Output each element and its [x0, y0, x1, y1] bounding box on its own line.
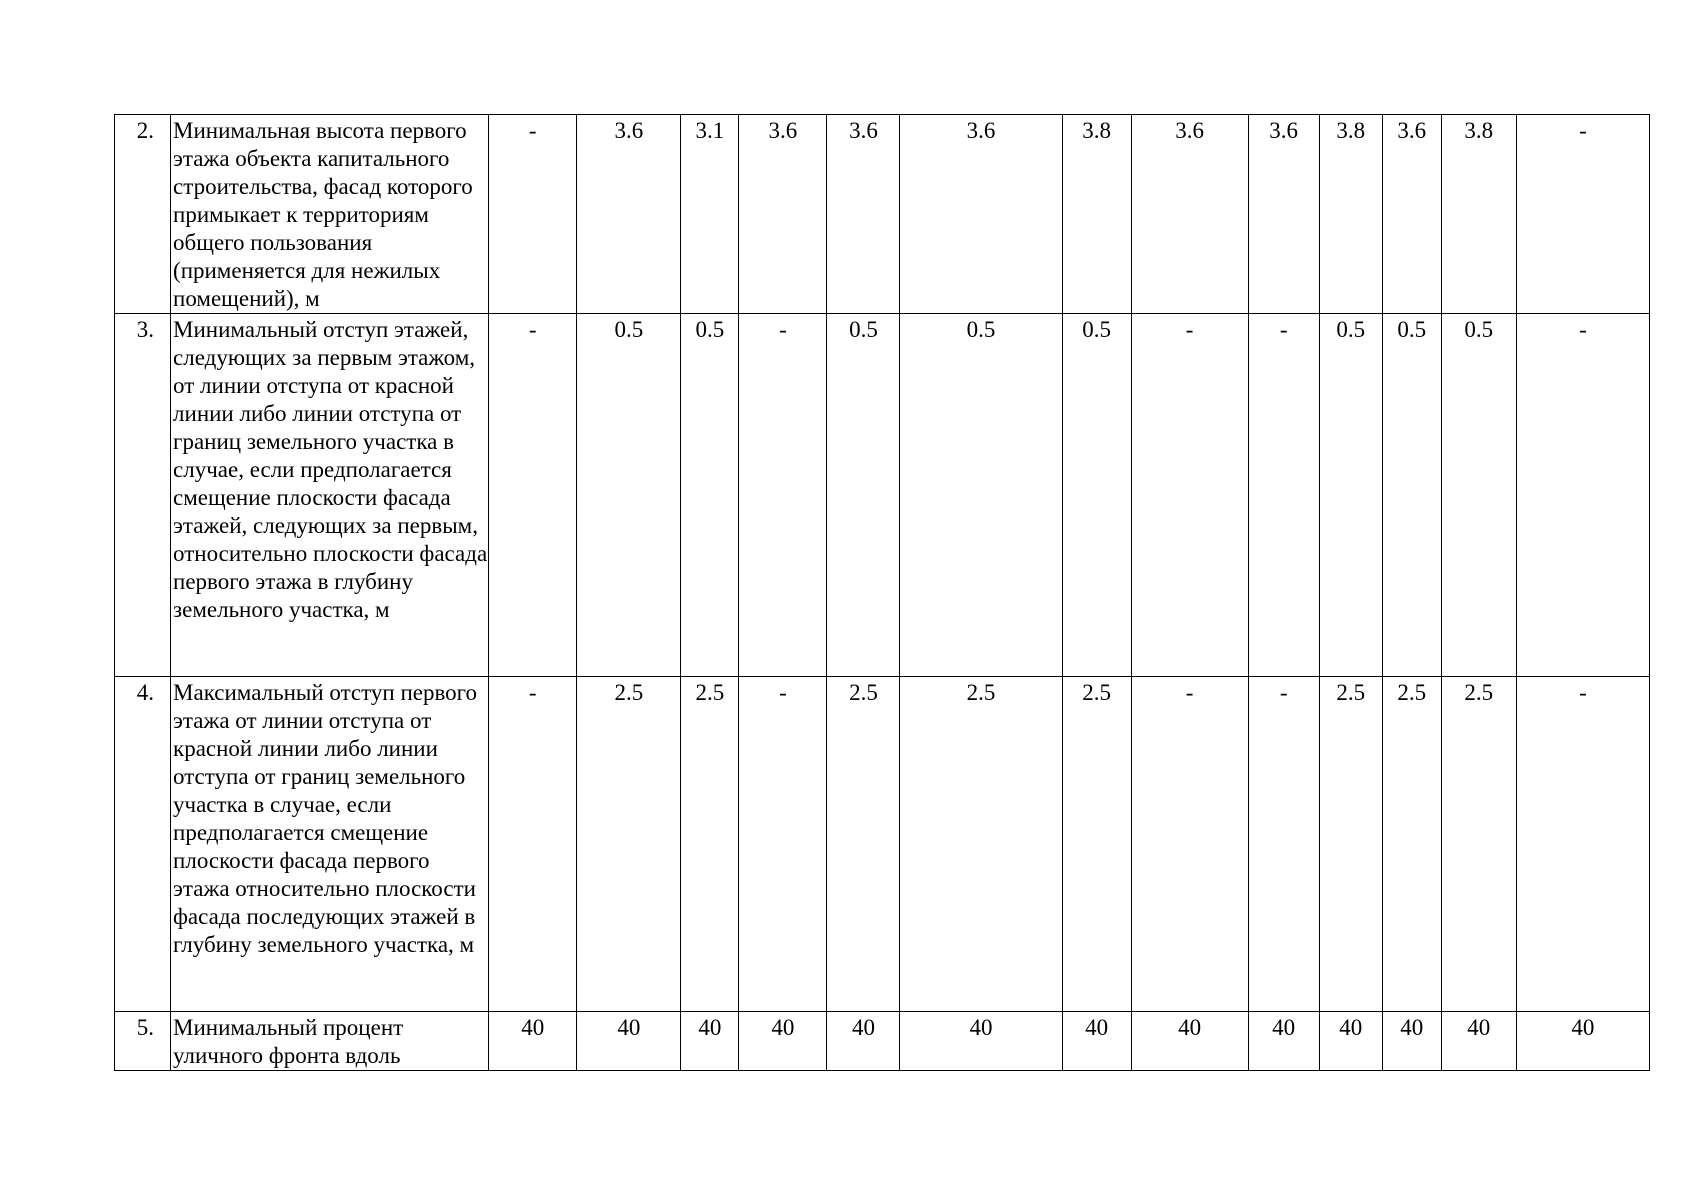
value-cell: - — [1516, 677, 1649, 1012]
value-cell: 40 — [489, 1012, 577, 1071]
row-number-cell: 3. — [115, 314, 171, 677]
value-cell: - — [1516, 115, 1649, 314]
value-cell: 0.5 — [1441, 314, 1516, 677]
value-cell: 40 — [1131, 1012, 1248, 1071]
parameter-description-cell: Минимальная высота первого этажа объекта капитального строительства, фасад которого примыкает к территориям общего пользования (применяется для нежилых помещений), м — [171, 115, 489, 314]
row-number-cell: 2. — [115, 115, 171, 314]
value-cell: - — [1131, 677, 1248, 1012]
value-cell: 0.5 — [1062, 314, 1131, 677]
value-cell: 3.6 — [1131, 115, 1248, 314]
parameter-description-cell: Минимальный отступ этажей, следующих за первым этажом, от линии отступа от красной линии либо линии отступа от границ земельного участка в случае, если предполагается смещение плоскости фасада этажей, следующих за первым, относительно плоскости фасада первого этажа в глубину земельного участка, м — [171, 314, 489, 677]
value-cell: 40 — [1441, 1012, 1516, 1071]
row-number-cell: 4. — [115, 677, 171, 1012]
value-cell: 3.6 — [900, 115, 1062, 314]
value-cell: 40 — [577, 1012, 681, 1071]
value-cell: 40 — [1382, 1012, 1441, 1071]
table-row — [115, 677, 1650, 1012]
parameter-description-cell: Минимальный процент уличного фронта вдоль — [171, 1012, 489, 1071]
value-cell: 2.5 — [681, 677, 739, 1012]
value-cell: - — [489, 115, 577, 314]
value-cell: 2.5 — [1319, 677, 1382, 1012]
value-cell: 3.6 — [739, 115, 827, 314]
value-cell: 3.8 — [1062, 115, 1131, 314]
value-cell: 2.5 — [900, 677, 1062, 1012]
value-cell: - — [1131, 314, 1248, 677]
value-cell: - — [1248, 314, 1319, 677]
value-cell: - — [489, 314, 577, 677]
value-cell: - — [1248, 677, 1319, 1012]
value-cell: 0.5 — [900, 314, 1062, 677]
value-cell: - — [739, 314, 827, 677]
value-cell: 3.6 — [1382, 115, 1441, 314]
value-cell: 40 — [681, 1012, 739, 1071]
value-cell: 0.5 — [1319, 314, 1382, 677]
value-cell: 0.5 — [827, 314, 900, 677]
value-cell: 0.5 — [1382, 314, 1441, 677]
table-row — [115, 1012, 1650, 1071]
value-cell: 2.5 — [1382, 677, 1441, 1012]
value-cell: 2.5 — [1062, 677, 1131, 1012]
value-cell: 3.8 — [1441, 115, 1516, 314]
value-cell: 3.8 — [1319, 115, 1382, 314]
value-cell: 40 — [827, 1012, 900, 1071]
value-cell: 2.5 — [827, 677, 900, 1012]
value-cell: 3.6 — [577, 115, 681, 314]
value-cell: 2.5 — [577, 677, 681, 1012]
value-cell: 40 — [1062, 1012, 1131, 1071]
value-cell: 40 — [1516, 1012, 1649, 1071]
value-cell: - — [489, 677, 577, 1012]
value-cell: - — [1516, 314, 1649, 677]
value-cell: - — [739, 677, 827, 1012]
value-cell: 2.5 — [1441, 677, 1516, 1012]
value-cell: 3.1 — [681, 115, 739, 314]
row-number-cell: 5. — [115, 1012, 171, 1071]
value-cell: 40 — [1319, 1012, 1382, 1071]
value-cell: 0.5 — [577, 314, 681, 677]
value-cell: 0.5 — [681, 314, 739, 677]
table-body — [115, 115, 1650, 1071]
table-row — [115, 314, 1650, 677]
value-cell: 40 — [739, 1012, 827, 1071]
parameter-description-cell: Максимальный отступ первого этажа от линии отступа от красной линии либо линии отступа от границ земельного участка в случае, если предполагается смещение плоскости фасада первого этажа относительно плоскости фасада последующих этажей в глубину земельного участка, м — [171, 677, 489, 1012]
value-cell: 40 — [900, 1012, 1062, 1071]
table-row — [115, 115, 1650, 314]
value-cell: 3.6 — [827, 115, 900, 314]
value-cell: 40 — [1248, 1012, 1319, 1071]
regulations-table — [114, 114, 1650, 1071]
value-cell: 3.6 — [1248, 115, 1319, 314]
